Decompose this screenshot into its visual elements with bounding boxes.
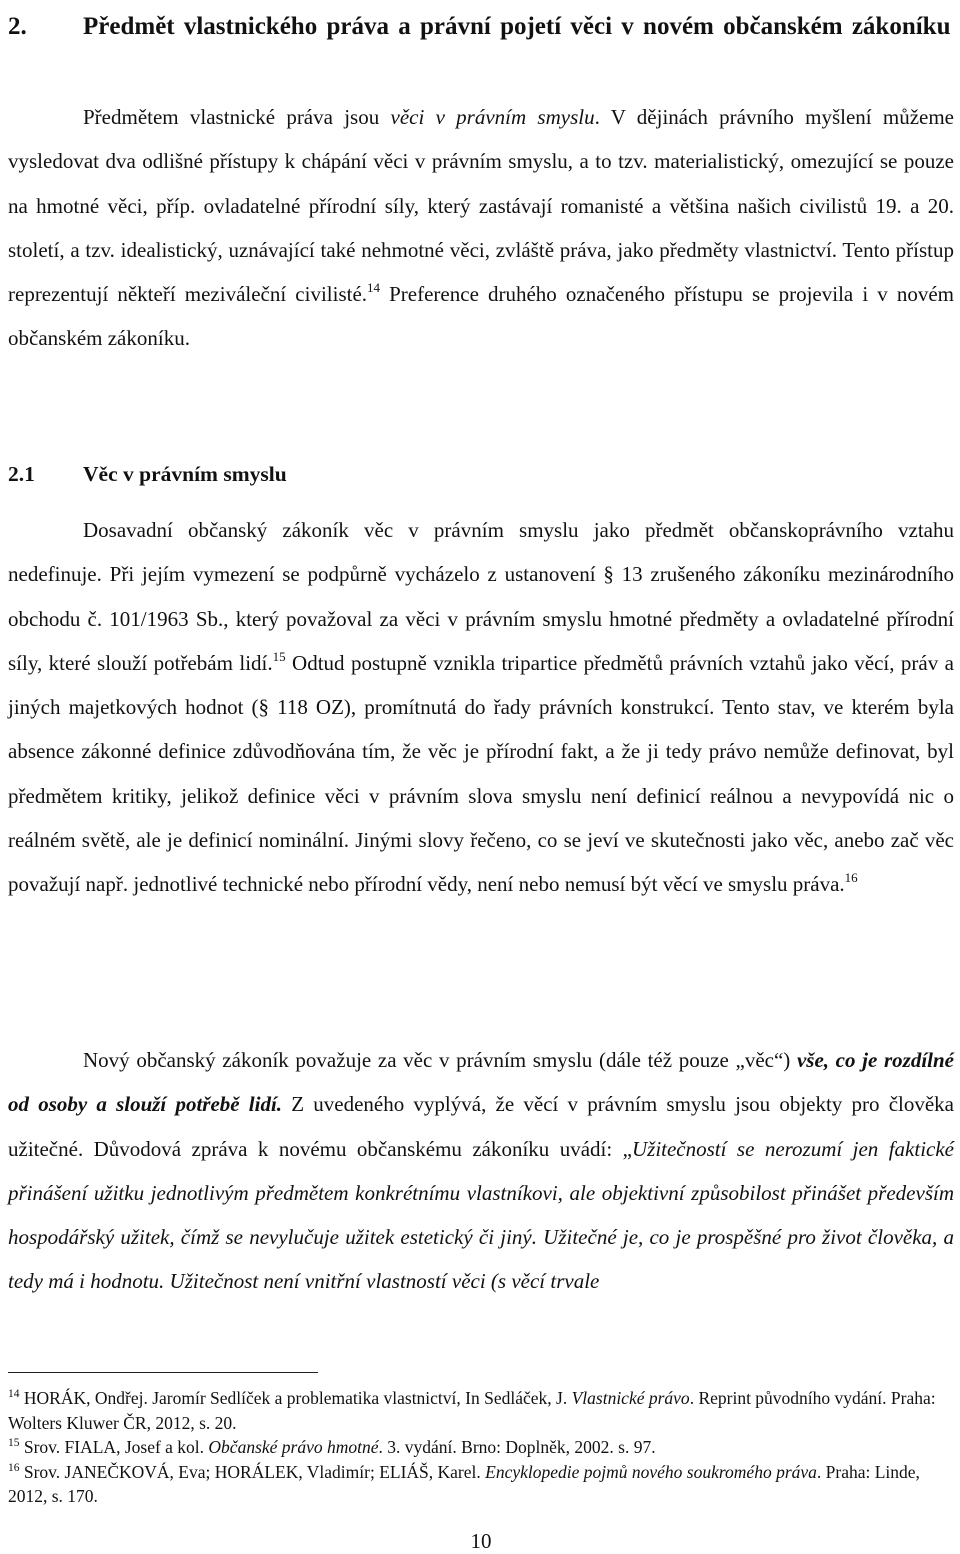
paragraph-intro-italic-term: věci v právním smyslu xyxy=(390,105,595,129)
paragraph-intro-text-d: Preference druhého označeného přístupu se projevila i v novém občanském zákoníku. xyxy=(8,282,954,351)
section-number: 2.1 xyxy=(8,462,35,486)
footnote-number: 15 xyxy=(8,1437,20,1449)
paragraph-new-code-definition: vše, co je rozdílné od osoby a slouží potřebě lidí. xyxy=(8,1048,954,1117)
footnote-16 xyxy=(8,1460,954,1509)
footnote-text: . Reprint původního vydání. Praha: Wolters Kluwer ČR, 2012, s. 20. xyxy=(8,1388,936,1433)
footnote-text: . 3. vydání. Brno: Doplněk, 2002. s. 97. xyxy=(378,1437,656,1457)
paragraph-new-code-text-c: Z uvedeného vyplývá, že věcí v právním smyslu jsou objekty pro člověka užitečné. Důvodová zpráva k novému občanskému zákoníku uvádí: „ xyxy=(8,1092,954,1161)
paragraph-new-civil-code xyxy=(8,1038,954,1304)
footnote-title: Občanské právo hmotné xyxy=(208,1437,379,1457)
chapter-title: Předmět vlastnického práva a právní pojetí věci v novém občanském zákoníku xyxy=(83,13,951,40)
section-title: Věc v právním smyslu xyxy=(83,462,287,486)
paragraph-definition-history xyxy=(8,508,954,907)
footnote-ref-16: 16 xyxy=(844,870,858,886)
paragraph-new-code-quote: Užitečností se nerozumí jen faktické přinášení užitku jednotlivým předmětem konkrétnímu vlastníkovi, ale objektivní způsobilost přinášet především hospodářský užitek, čímž se nevylučuje užitek estetický či jiný. Užitečné je, co je prospěšné pro život člověka, a tedy má i hodnotu. Užitečnost není vnitřní vlastností věci (s věcí trvale xyxy=(8,1136,955,1294)
footnote-text: Srov. JANEČKOVÁ, Eva; HORÁLEK, Vladimír; ELIÁŠ, Karel. xyxy=(19,1461,486,1482)
section-heading xyxy=(8,452,287,496)
paragraph-new-code-text-a: Nový občanský zákoník považuje za věc v právním smyslu (dále též pouze „věc“) xyxy=(83,1048,797,1072)
chapter-number: 2. xyxy=(8,13,27,40)
paragraph-history-text-a: Dosavadní občanský zákoník věc v právním smyslu jako předmět občanskoprávního vztahu nedefinuje. Při jejím vymezení se podpůrně vycházelo z ustanovení § 13 zrušeného zákoníku mezinárodního obchodu č. 101/1963 Sb., který považoval za věci v právním smyslu hmotné předměty a ovladatelné přírodní síly, které slouží potřebám lidí. xyxy=(8,518,954,675)
footnote-number: 14 xyxy=(8,1388,20,1400)
paragraph-history-text-b: Odtud postupně vznikla tripartice předmětů právních vztahů jako věcí, práv a jiných majetkových hodnot (§ 118 OZ), promítnutá do řady právních konstrukcí. Tento stav, ve kterém byla absence zákonné definice zdůvodňována tím, že věc je přírodní fakt, a že ji tedy právo nemůže definovat, byl předmětem kritiky, jelikož definice věci v právním slova smyslu není definicí reálnou a nevypovídá nic o reálném světě, ale je definicí nominální. Jinými slovy řečeno, co se jeví ve skutečnosti jako věc, anebo zač věc považují např. jednotlivé technické nebo přírodní vědy, není nebo nemusí být věcí ve smyslu práva. xyxy=(8,650,954,897)
paragraph-intro-text-a: Předmětem vlastnické práva jsou xyxy=(83,105,391,129)
footnote-text: HORÁK, Ondřej. Jaromír Sedlíček a problematika vlastnictví, In Sedláček, J. xyxy=(19,1388,572,1408)
footnote-title: Vlastnické právo xyxy=(571,1388,690,1408)
footnote-ref-14: 14 xyxy=(367,280,381,296)
footnote-15 xyxy=(8,1435,954,1460)
paragraph-intro-text-c: . V dějinách právního myšlení můžeme vysledovat dva odlišné přístupy k chápání věci v právním smyslu, a to tzv. materialistický, omezující se pouze na hmotné věci, příp. ovladatelné přírodní síly, který zastávají romanisté a většina našich civilistů 19. a 20. století, a tzv. idealistický, uznávající také nehmotné věci, zvláště práva, jako předměty vlastnictví. Tento přístup reprezentují někteří meziváleční civilisté. xyxy=(8,105,954,307)
paragraph-intro xyxy=(8,95,954,361)
footnote-14 xyxy=(8,1386,954,1435)
footnotes xyxy=(8,1386,954,1509)
footnote-separator xyxy=(8,1372,318,1373)
footnote-text: Srov. FIALA, Josef a kol. xyxy=(19,1437,209,1457)
footnote-title: Encyklopedie pojmů nového soukromého práva xyxy=(485,1461,817,1482)
page-number: 10 xyxy=(470,1529,492,1553)
footnote-ref-15: 15 xyxy=(272,648,286,664)
footnote-text: . Praha: Linde, 2012, s. 170. xyxy=(8,1461,920,1506)
chapter-heading xyxy=(8,0,954,54)
footnote-number: 16 xyxy=(8,1461,20,1474)
